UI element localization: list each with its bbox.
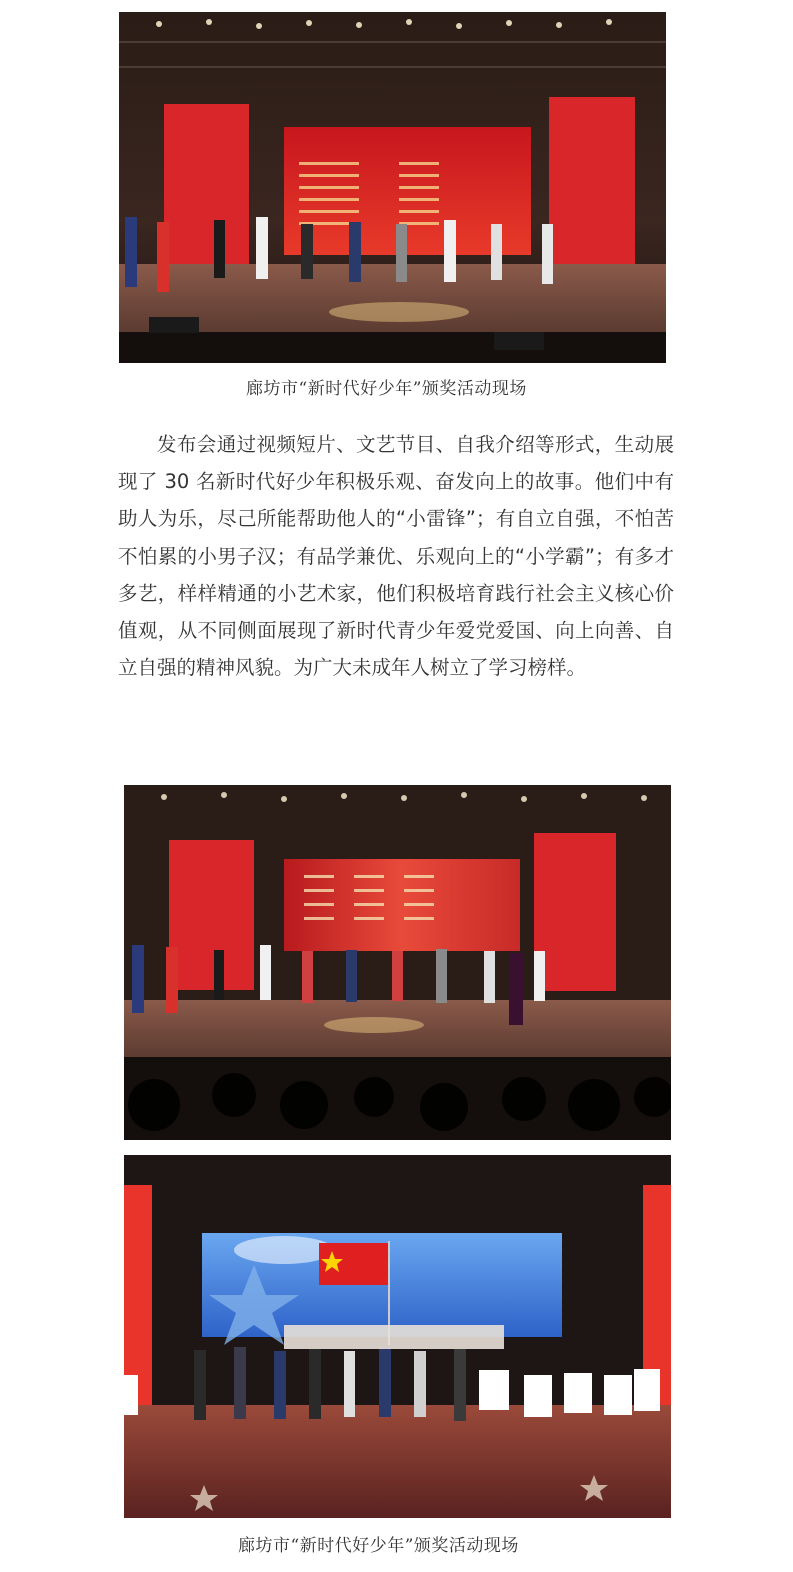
article-paragraph: 发布会通过视频短片、文艺节目、自我介绍等形式，生动展现了 30 名新时代好少年积极乐观、奋发向上的故事。他们中有助人为乐，尽己所能帮助他人的“小雷锋”；有自立自强，不怕苦不怕累的小男子汉；有品学兼优、乐观向上的“小学霸”；有多才多艺，样样精通的小艺术家，他们积极培育践行社会主义核心价值观，从不同侧面展现了新时代青少年爱党爱国、向上向善、自立自强的精神风貌。为广大未成年人树立了学习榜样。 xyxy=(118,433,674,680)
photo-caption-top: 廊坊市“新时代好少年”颁奖活动现场 xyxy=(246,379,527,399)
stage-photo-1 xyxy=(119,12,666,363)
left-banner xyxy=(169,840,254,990)
photo-caption-bottom: 廊坊市“新时代好少年”颁奖活动现场 xyxy=(238,1536,519,1556)
left-banner xyxy=(164,104,249,276)
stage-photo-3-image xyxy=(124,1155,671,1518)
right-banner xyxy=(534,833,616,991)
right-banner xyxy=(549,97,635,275)
stage-photo-2-image xyxy=(124,785,671,1140)
stage-photo-1-image xyxy=(119,12,666,363)
stage-photo-3 xyxy=(124,1155,671,1518)
stage-photo-2 xyxy=(124,785,671,1140)
